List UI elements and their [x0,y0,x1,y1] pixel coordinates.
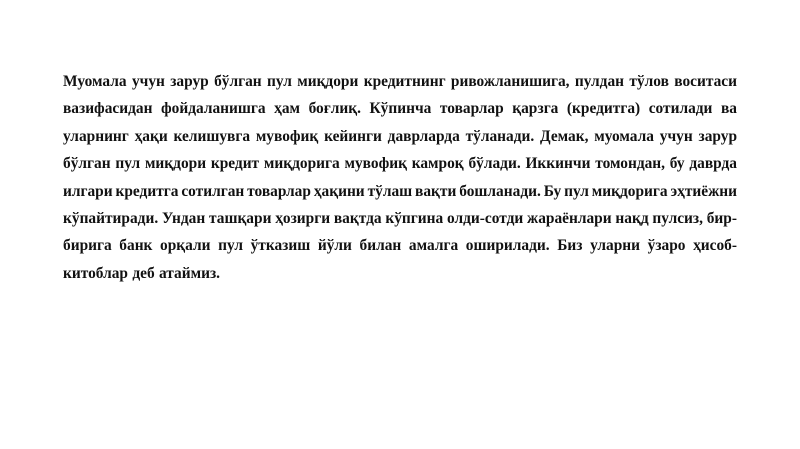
paragraph-line: кўпайтиради. Ундан ташқари ҳозирги вақтда кўпгина олди-сотди жараёнлари нақд пулсиз, бир- [63,210,737,228]
paragraph-line: бирига банк орқали пул ўтказиш йўли билан амалга оширилади. Биз уларни ўзаро ҳисоб- [63,237,737,255]
paragraph-line: вазифасидан фойдаланишга ҳам боғлиқ. Кўпинча товарлар қарзга (кредитга) сотилади ва [63,100,737,118]
paragraph-line: илгари кредитга сотилган товарлар ҳақини тўлаш вақти бошланади. Бу пул миқдорига эҳтиёжни [63,182,737,200]
body-paragraph [63,68,737,287]
paragraph-line: китоблар деб атаймиз. [63,264,220,282]
paragraph-line: бўлган пул миқдори кредит миқдорига мувофиқ камроқ бўлади. Иккинчи томондан, бу даврда [63,155,737,173]
paragraph-line: уларнинг ҳақи келишувга мувофиқ кейинги даврларда тўланади. Демак, муомала учун зарур [63,127,737,145]
paragraph-line: Муомала учун зарур бўлган пул миқдори кредитнинг ривожланишига, пулдан тўлов воситаси [63,73,737,90]
